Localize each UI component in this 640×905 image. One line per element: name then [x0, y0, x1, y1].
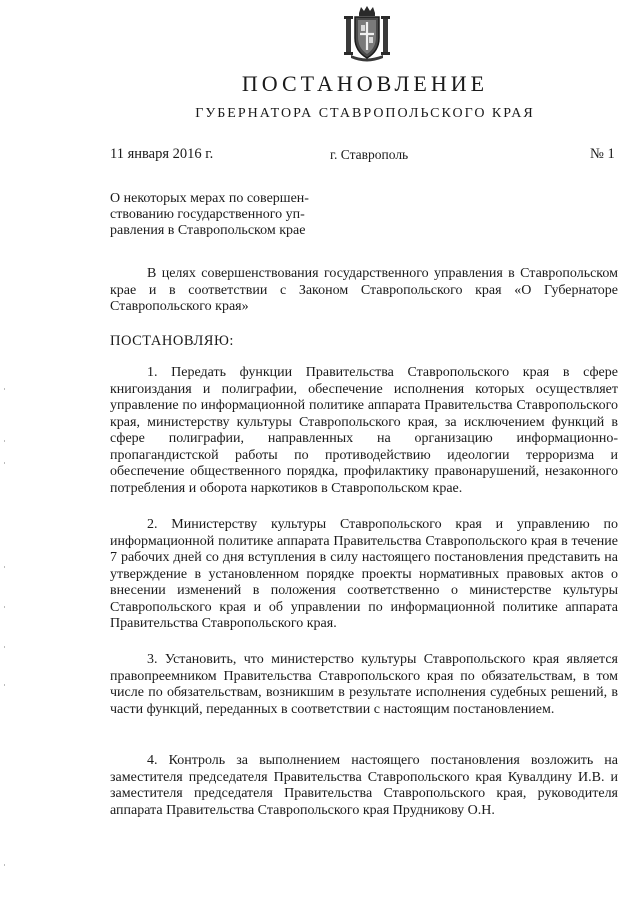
decree-item-4: 4. Контроль за выполнением настоящего постановления возложить на заместителя председателя Правительства Ставропольского края Кувалдину И.В. и заместителя председателя Правительства Ставропольского края, руководителя аппарата Правительства Ставропольского края Прудникову О.Н.: [110, 753, 618, 818]
scan-artifact: [4, 388, 5, 390]
document-title: ПОСТАНОВЛЕНИЕ: [241, 71, 489, 96]
scan-artifact: [4, 606, 5, 608]
scan-artifact: [4, 864, 5, 866]
scan-artifact: [4, 440, 5, 442]
scan-artifact: [4, 462, 5, 464]
document-city: г. Ставрополь: [330, 147, 409, 162]
decree-word: ПОСТАНОВЛЯЮ:: [110, 333, 234, 349]
document-number: № 1: [590, 146, 615, 162]
scan-artifact: [4, 566, 5, 568]
coat-of-arms-emblem-icon: [343, 4, 391, 62]
decree-item-2: 2. Министерству культуры Ставропольского края и управлению по информационной политике аппарата Правительства Ставропольского края в течение 7 рабочих дней со дня вступления в силу настоящего постановления представить на утверждение в установленном порядке проекты нормативных правовых актов о внесении изменений в положения соответственно о министерстве культуры Ставропольского края и об управлении по информационной политике аппарата Правительства Ставропольского края.: [110, 517, 618, 631]
document-subject: О некоторых мерах по совершен- ствованию государственного уп- равления в Ставропольском крае: [110, 191, 309, 238]
scan-artifact: [4, 684, 5, 686]
decree-item-3: 3. Установить, что министерство культуры Ставропольского края является правопреемником Правительства Ставропольского края по обязательствам, в том числе по обязательствам, возникшим в результате исполнения судебных решений, в части функций, переданных в соответствии с настоящим постановлением.: [110, 652, 618, 717]
document-date: 11 января 2016 г.: [110, 146, 214, 162]
intro-paragraph: В целях совершенствования государственного управления в Ставропольском крае и в соответствии с Законом Ставропольского края «О Губернаторе Ставропольского края»: [110, 266, 618, 314]
scan-artifact: [4, 646, 5, 648]
issuer-line: ГУБЕРНАТОРА СТАВРОПОЛЬСКОГО КРАЯ: [195, 106, 535, 121]
decree-item-1: 1. Передать функции Правительства Ставропольского края в сфере книгоиздания и полиграфии, обеспечение исполнения которых осуществляет управление по информационной политике аппарата Правительства Ставропольского края, министерству культуры Ставропольского края, за исключением функций в сфере полиграфии, направленных на организацию информационно-пропагандистской работы по противодействию идеологии терроризма и обеспечение общественного порядка, профилактику правонарушений, незаконного потребления и оборота наркотиков в Ставропольском крае.: [110, 365, 618, 496]
